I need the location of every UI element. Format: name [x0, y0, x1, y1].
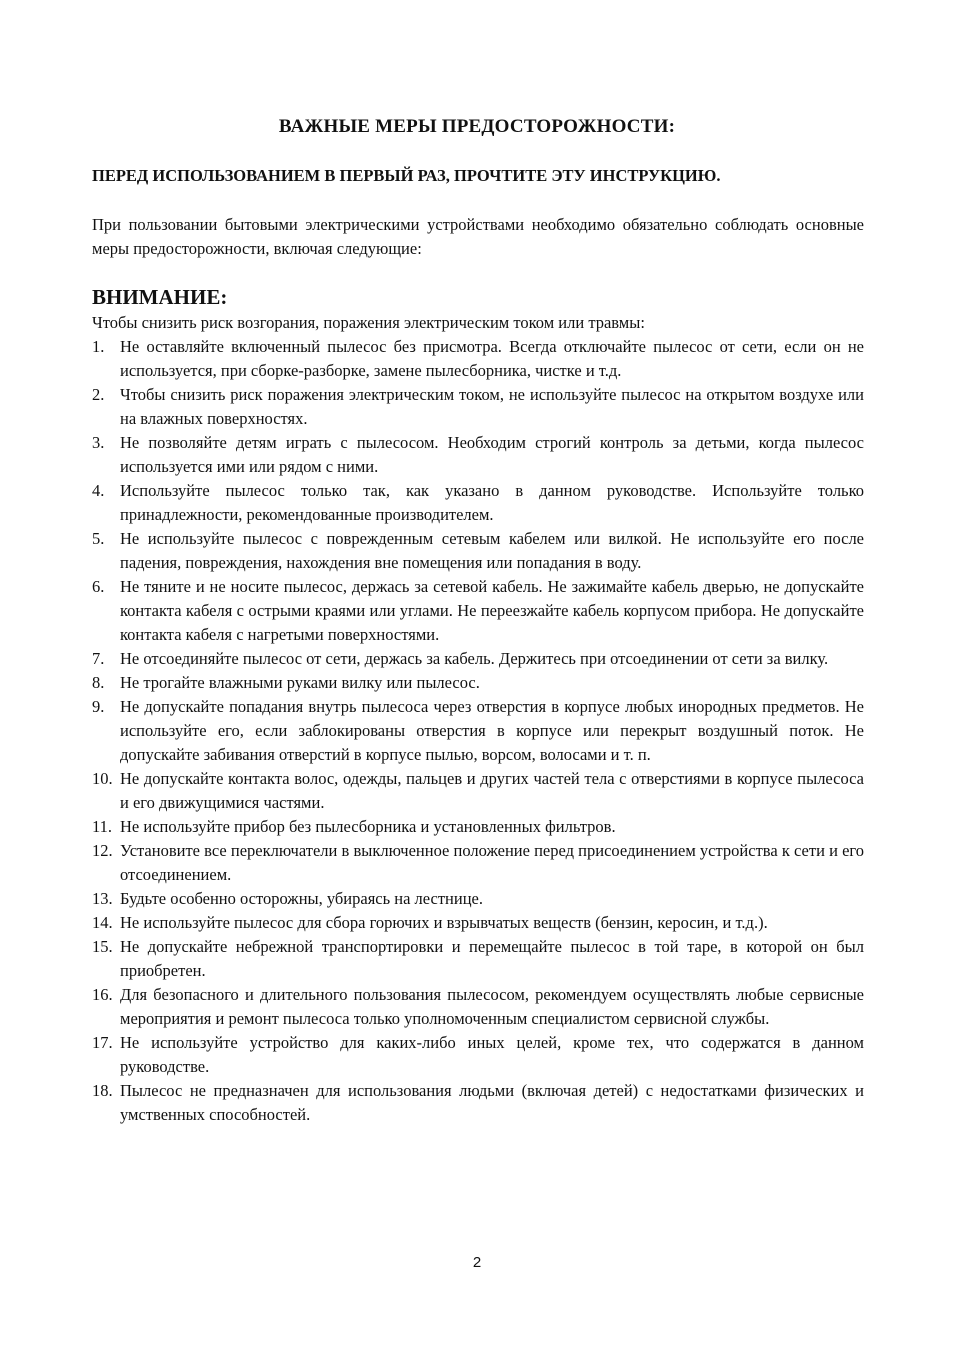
list-item-number: 8. — [92, 673, 105, 692]
list-item-number: 16. — [92, 985, 113, 1004]
list-item — [92, 839, 864, 887]
list-item-number: 15. — [92, 937, 113, 956]
list-item-number: 4. — [92, 481, 105, 500]
list-item — [92, 479, 864, 527]
list-item — [92, 383, 864, 431]
list-item-text: Не трогайте влажными руками вилку или пылесос. — [120, 673, 480, 692]
list-item-number: 1. — [92, 337, 105, 356]
list-item — [92, 1079, 864, 1127]
intro-paragraph: При пользовании бытовыми электрическими устройствами необходимо обязательно соблюдать основные меры предосторожности, включая следующие: — [92, 215, 864, 258]
list-item — [92, 911, 864, 935]
list-item-number: 14. — [92, 913, 113, 932]
list-item — [92, 335, 864, 383]
list-item-text: Не оставляйте включенный пылесос без присмотра. Всегда отключайте пылесос от сети, если он не используется, при сборке-разборке, замене пылесборника, чистке и т.д. — [120, 337, 864, 380]
warning-heading: ВНИМАНИЕ: — [92, 285, 228, 309]
list-item-number: 10. — [92, 769, 113, 788]
list-item-text: Не отсоединяйте пылесос от сети, держась за кабель. Держитесь при отсоединении от сети за вилку. — [120, 649, 829, 668]
list-item-number: 12. — [92, 841, 113, 860]
list-item-number: 7. — [92, 649, 105, 668]
list-item — [92, 887, 864, 911]
list-item-number: 5. — [92, 529, 105, 548]
list-item — [92, 431, 864, 479]
list-item-text: Для безопасного и длительного пользования пылесосом, рекомендуем осуществлять любые сервисные мероприятия и ремонт пылесоса только уполномоченным специалистом сервисной службы. — [120, 985, 864, 1028]
list-item — [92, 767, 864, 815]
list-item — [92, 671, 864, 695]
list-item — [92, 815, 864, 839]
list-item-text: Не используйте пылесос для сбора горючих и взрывчатых веществ (бензин, керосин, и т.д.). — [120, 913, 768, 932]
safety-rules-list — [92, 335, 864, 1127]
list-item — [92, 647, 864, 671]
list-item — [92, 1031, 864, 1079]
list-item-text: Используйте пылесос только так, как указано в данном руководстве. Используйте только принадлежности, рекомендованные производителем. — [120, 481, 864, 524]
page-number: 2 — [472, 1254, 482, 1271]
list-item — [92, 575, 864, 647]
list-item-text: Не используйте пылесос с поврежденным сетевым кабелем или вилкой. Не используйте его после падения, повреждения, нахождения вне помещения или попадания в воду. — [120, 529, 864, 572]
list-item-number: 11. — [92, 817, 113, 836]
list-item-text: Не используйте прибор без пылесборника и установленных фильтров. — [120, 817, 616, 836]
list-item-text: Установите все переключатели в выключенное положение перед присоединением устройства к сети и его отсоединением. — [120, 841, 864, 884]
list-item-number: 17. — [92, 1033, 113, 1052]
list-item-number: 13. — [92, 889, 113, 908]
list-item-number: 6. — [92, 577, 105, 596]
list-item-number: 18. — [92, 1081, 113, 1100]
list-item-text: Будьте особенно осторожны, убираясь на лестнице. — [120, 889, 483, 908]
list-item-text: Не допускайте контакта волос, одежды, пальцев и других частей тела с отверстиями в корпусе пылесоса и его движущимися частями. — [120, 769, 864, 812]
list-item-text: Не допускайте попадания внутрь пылесоса через отверстия в корпусе любых инородных предметов. Не используйте его, если заблокированы отверстия в корпусе или перекрыт воздушный поток. Не допускайте забивания отверстий в корпусе пылью, ворсом, волосами и т. п. — [120, 697, 864, 764]
list-item — [92, 695, 864, 767]
list-item-text: Не позволяйте детям играть с пылесосом. Необходим строгий контроль за детьми, когда пылесос используется ими или рядом с ними. — [120, 433, 864, 476]
list-item-number: 2. — [92, 385, 105, 404]
list-item — [92, 983, 864, 1031]
list-item-text: Не используйте устройство для каких-либо иных целей, кроме тех, что содержатся в данном руководстве. — [120, 1033, 864, 1076]
list-item-number: 9. — [92, 697, 105, 716]
list-item-text: Чтобы снизить риск поражения электрическим током, не используйте пылесос на открытом воздухе или на влажных поверхностях. — [120, 385, 864, 428]
list-item-text: Пылесос не предназначен для использования людьми (включая детей) с недостатками физических и умственных способностей. — [120, 1081, 864, 1124]
list-item — [92, 527, 864, 575]
list-item-text: Не допускайте небрежной транспортировки и перемещайте пылесос в той таре, в которой он был приобретен. — [120, 937, 864, 980]
page-title: ВАЖНЫЕ МЕРЫ ПРЕДОСТОРОЖНОСТИ: — [278, 116, 676, 137]
page-subtitle: ПЕРЕД ИСПОЛЬЗОВАНИЕМ В ПЕРВЫЙ РАЗ, ПРОЧТИТЕ ЭТУ ИНСТРУКЦИЮ. — [92, 166, 721, 185]
list-item-number: 3. — [92, 433, 105, 452]
list-item — [92, 935, 864, 983]
list-item-text: Не тяните и не носите пылесос, держась за сетевой кабель. Не зажимайте кабель дверью, не допускайте контакта кабеля с острыми краями или углами. Не переезжайте кабель корпусом прибора. Не допускайте контакта кабеля с нагретыми поверхностями. — [120, 577, 864, 644]
warning-lead: Чтобы снизить риск возгорания, поражения электрическим током или травмы: — [92, 313, 645, 332]
